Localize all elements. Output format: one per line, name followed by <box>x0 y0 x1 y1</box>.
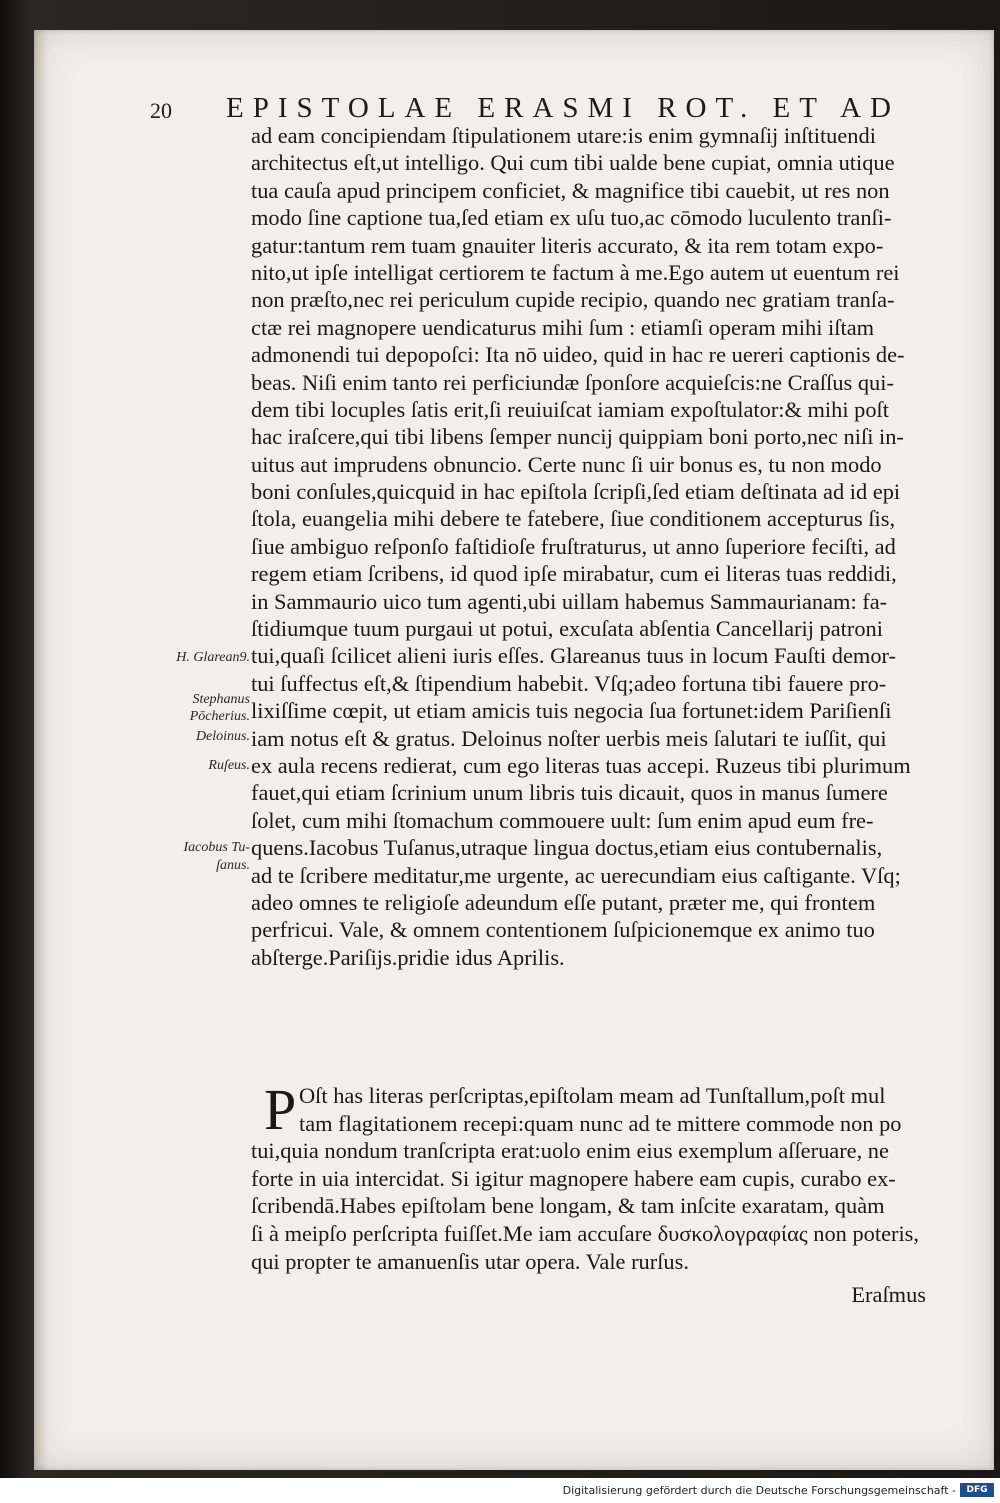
text-line: admonendi tui depopoſci: Ita nō uideo, quid in hac re uereri captionis de- <box>251 342 905 368</box>
text-line: in Sammaurio uico tum agenti,ubi uillam habemus Sammaurianam: fa- <box>251 588 888 614</box>
text-line: gatur:tantum rem tuam gnauiter literis accurato, & ita rem totam expo- <box>251 232 884 258</box>
signature: Eraſmus <box>851 1282 926 1307</box>
postscript-line: forte in uia intercidat. Si igitur magnopere habere eam cupis, curabo ex- <box>251 1165 896 1191</box>
margin-note: Ruſeus. <box>208 757 250 773</box>
text-line: lixiſſime cœpit, ut etiam amicis tuis negocia ſua fortunet:idem Pariſienſi <box>251 698 892 724</box>
letter-body <box>251 122 971 971</box>
postscript-line: tui,quia nondum tranſcripta erat:uolo enim eius exemplum aſſeruare, ne <box>251 1138 889 1164</box>
postscript-line: tam flagitationem recepi:quam nunc ad te mittere commode non po <box>299 1110 902 1136</box>
text-line: tua cauſa apud principem conficiet, & magnifice tibi cauebit, ut res non <box>251 177 890 203</box>
running-title: EPISTOLAE ERASMI ROT. ET AD <box>226 92 900 124</box>
text-line: regem etiam ſcribens, id quod ipſe mirabatur, cum ei literas tuas reddidi, <box>251 561 897 587</box>
text-line: architectus eſt,ut intelligo. Qui cum tibi ualde bene cupiat, omnia utique <box>251 150 895 176</box>
text-line: modo ſine captione tua,ſed etiam ex uſu tuo,ac cōmodo luculento tranſi- <box>251 205 892 231</box>
text-line: hac iraſcere,qui tibi libens ſemper nuncij quippiam boni porto,nec niſi in- <box>251 424 904 450</box>
postscript-line: Oſt has literas perſcriptas,epiſtolam meam ad Tunſtallum,poſt mul <box>299 1083 886 1108</box>
margin-note: Iacobus Tu- <box>183 840 250 856</box>
book-page <box>34 30 994 1470</box>
postscript-line: qui propter te amanuenſis utar opera. Vale rurſus. <box>251 1248 689 1274</box>
text-line: ctæ rei magnopere uendicaturus mihi ſum : etiamſi operam mihi iſtam <box>251 314 875 340</box>
text-line: ſtola, euangelia mihi debere te fatebere, ſiue conditionem accepturus ſis, <box>251 506 896 532</box>
text-line: ſolet, cum mihi ſtomachum commouere uult: ſum enim apud eum fre- <box>251 807 874 833</box>
text-line: boni conſules,quicquid in hac epiſtola ſcripſi,ſed etiam deſtinata ad id epi <box>251 479 901 505</box>
margin-note: Pōcherius. <box>189 708 250 724</box>
text-line: ſtidiumque tuum purgaui ut potui, excuſata abſentia Cancellarij patroni <box>251 616 883 642</box>
funding-credit: Digitalisierung gefördert durch die Deutsche Forschungsgemeinschaft - <box>562 1484 956 1497</box>
margin-note: Deloinus. <box>195 729 250 745</box>
text-line: fauet,qui etiam ſcrinium unum libris tuis dicauit, quos in manus ſumere <box>251 780 888 806</box>
postscript-line: ſcribendā.Habes epiſtolam bene longam, & tam inſcite exaratam, quàm <box>251 1193 885 1219</box>
text-line: ad te ſcribere meditatur,me urgente, ac uerecundiam eius caſtigante. Vſq; <box>251 862 901 888</box>
text-line: tui ſuffectus eſt,& ſtipendium habebit. Vſq;adeo fortuna tibi fauere pro- <box>251 670 887 696</box>
margin-note: ſanus. <box>216 857 250 873</box>
text-line: adeo omnes te religioſe adeundum eſſe putant, præter me, qui frontem <box>251 889 876 915</box>
dfg-logo: DFG <box>960 1483 994 1497</box>
text-line: perfricui. Vale, & omnem contentionem ſuſpicionemque ex animo tuo <box>251 917 875 943</box>
text-line: ex aula recens redierat, cum ego literas tuas accepi. Ruzeus tibi plurimum <box>251 752 911 778</box>
text-line: ad eam concipiendam ſtipulationem utare:is enim gymnaſij inſtituendi <box>251 123 876 148</box>
text-line: beas. Niſi enim tanto rei perficiundæ ſponſore acquieſcis:ne Craſſus qui- <box>251 369 894 395</box>
margin-note: H. Glarean9. <box>176 649 250 665</box>
text-line: tui,quaſi ſcilicet alieni iuris eſſes. Glareanus tuus in locum Fauſti demor- <box>251 643 896 669</box>
drop-initial: P <box>264 1077 297 1142</box>
postscript-line: ſi à meipſo perſcripta fuiſſet.Me iam accuſare δυσκολογραφίας non poteris, <box>251 1220 919 1246</box>
text-line: quens.Iacobus Tuſanus,utraque lingua doctus,etiam eius contubernalis, <box>251 835 883 861</box>
text-line: iam notus eſt & gratus. Deloinus noſter uerbis meis ſalutari te iuſſit, qui <box>251 725 887 751</box>
text-line: ſiue ambiguo reſponſo faſtidioſe fruſtraturus, ut anno ſuperiore feciſti, ad <box>251 533 896 559</box>
margin-note: Stephanus <box>192 692 250 708</box>
text-line: abſterge.Pariſijs.pridie idus Aprilis. <box>251 944 565 970</box>
text-line: dem tibi locuples ſatis erit,ſi reuiuiſcat iamiam expoſtulator:& mihi poſt <box>251 396 890 422</box>
text-line: uitus aut imprudens obnuncio. Certe nunc ſi uir bonus es, tu non modo <box>251 451 882 477</box>
postscript <box>251 1077 971 1275</box>
page-number: 20 <box>150 98 172 123</box>
footer-bar <box>0 1478 1000 1503</box>
text-line: non præſto,nec rei periculum cupide recipio, quando nec gratiam tranſa- <box>251 287 895 313</box>
text-line: nito,ut ipſe intelligat certiorem te factum à me.Ego autem ut euentum rei <box>251 259 900 285</box>
